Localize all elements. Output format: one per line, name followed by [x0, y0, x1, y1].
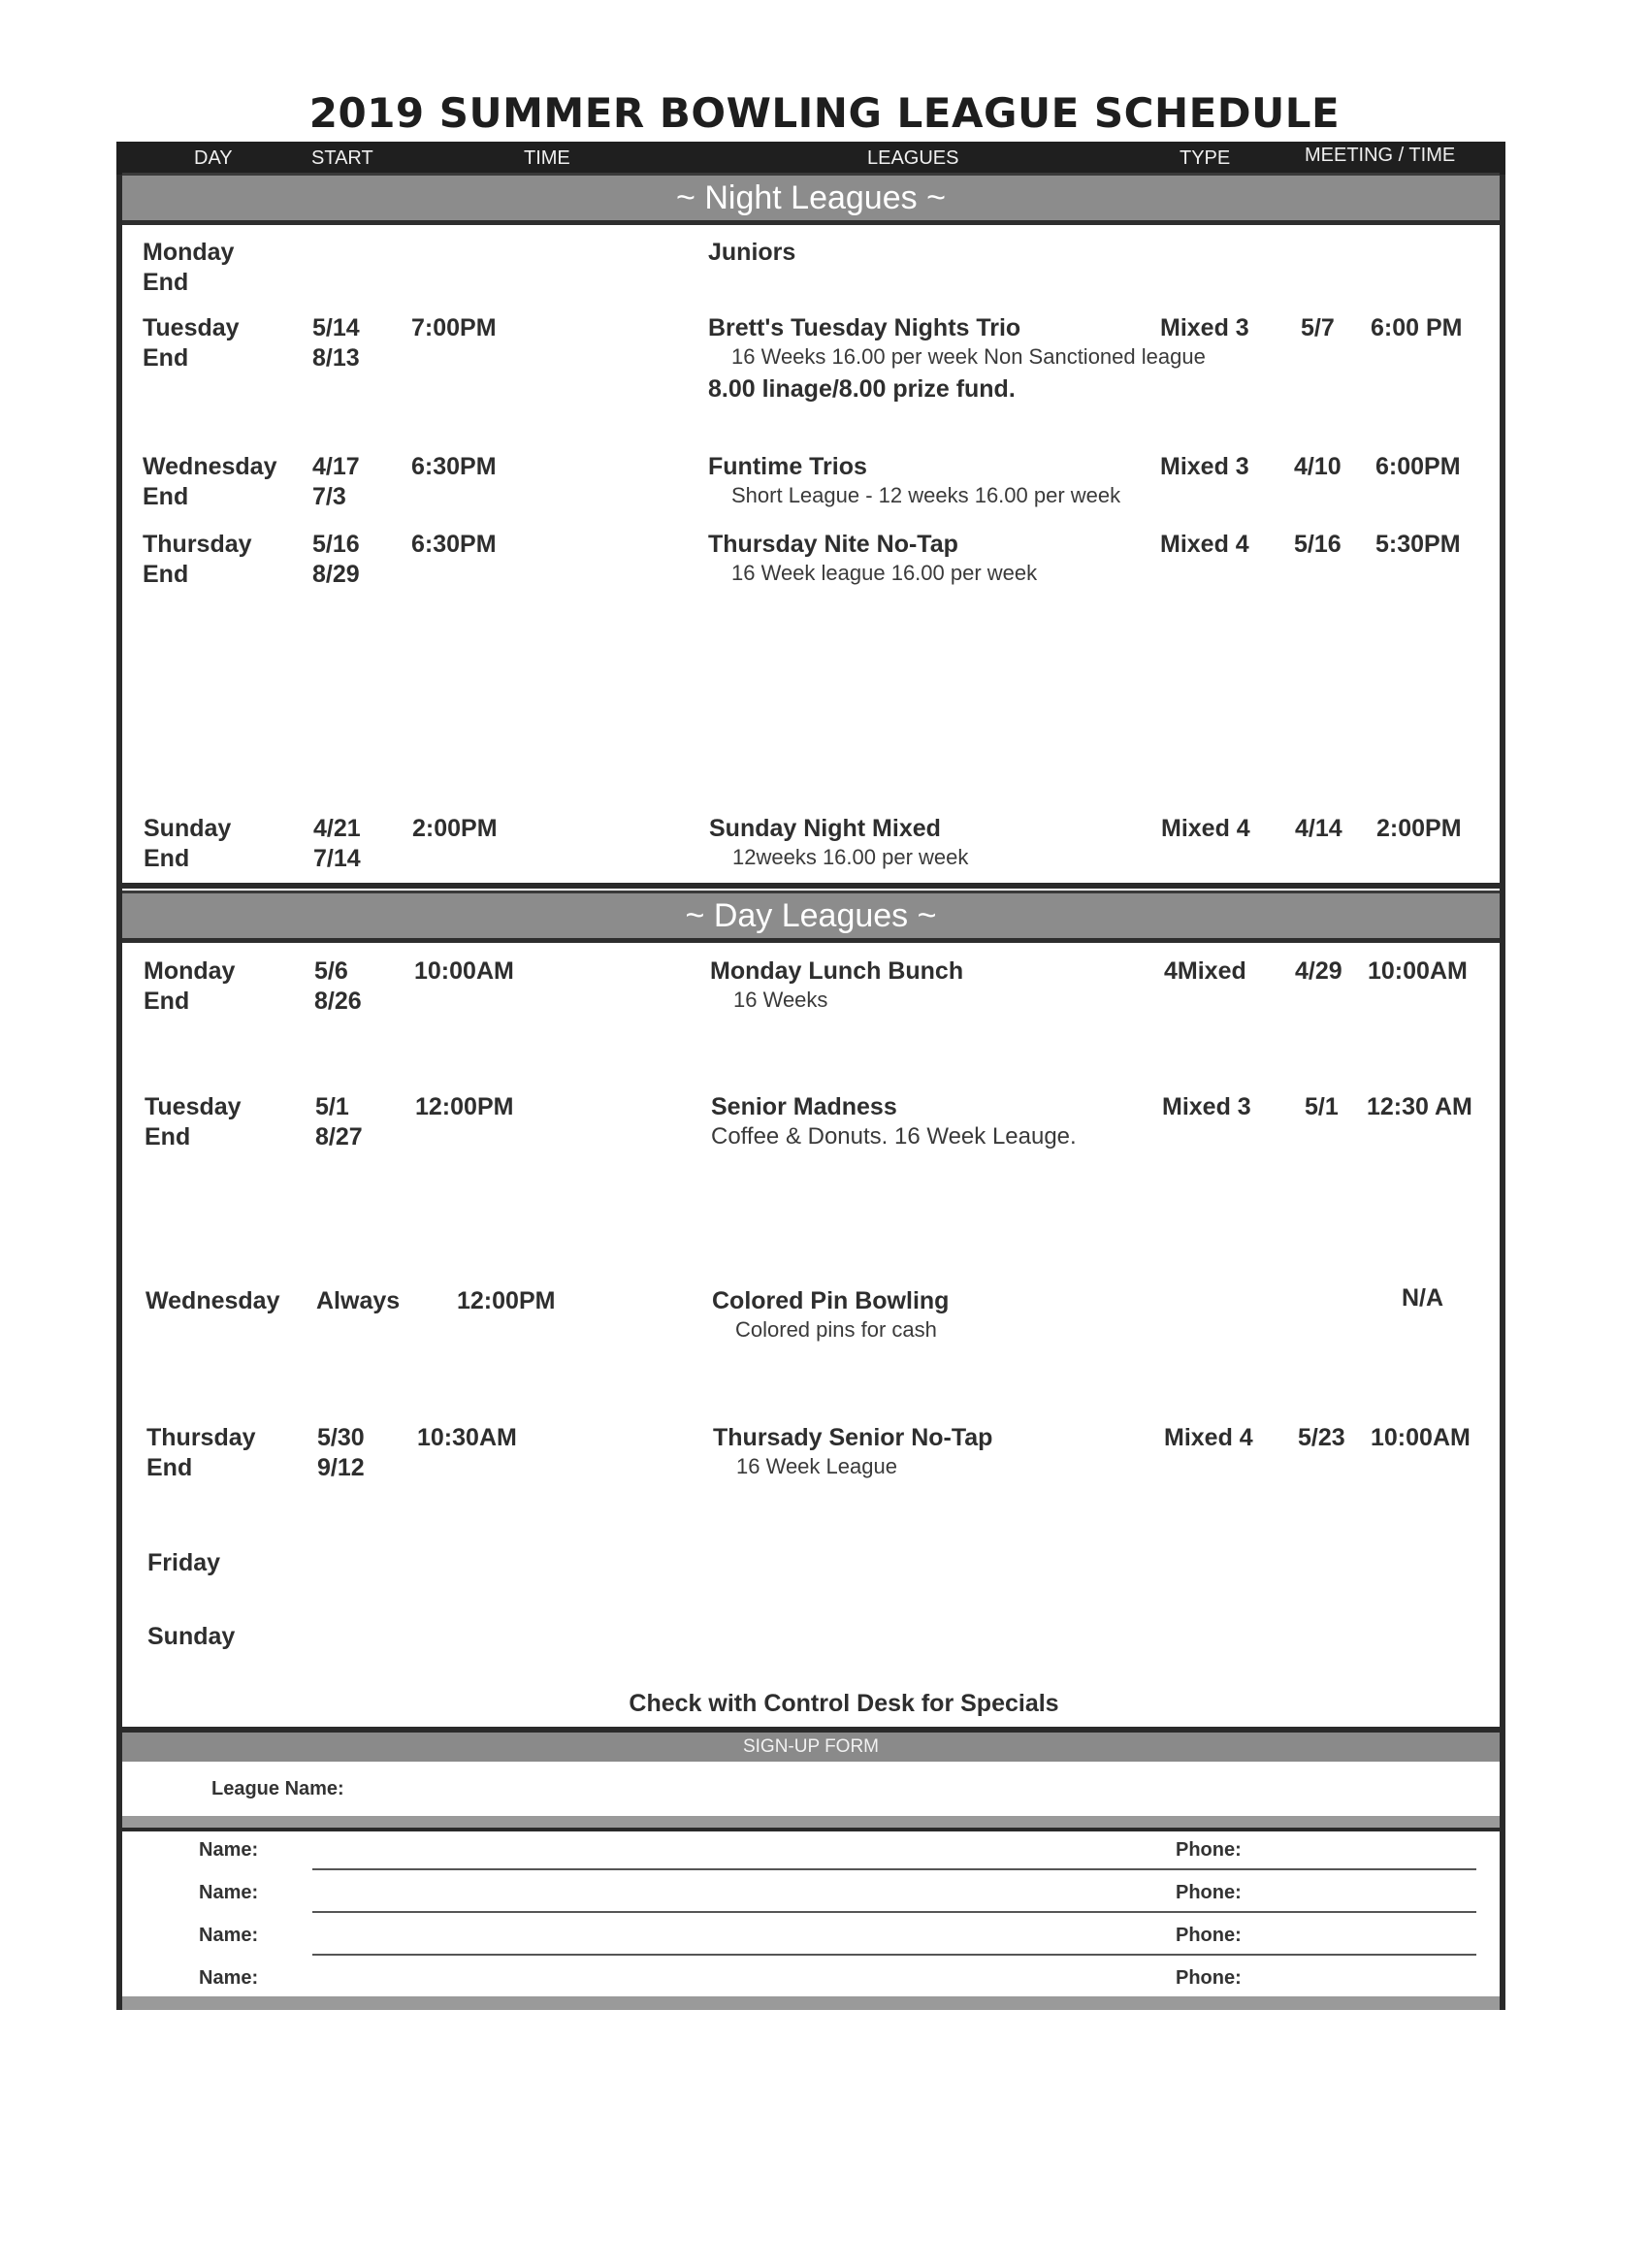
league-type: Mixed 3 — [1162, 1093, 1251, 1120]
start-time: 10:00AM — [414, 957, 514, 985]
league-details: 12weeks 16.00 per week — [732, 845, 969, 869]
night-leagues-header: ~ Night Leagues ~ — [122, 173, 1500, 225]
end-date: 9/12 — [317, 1454, 365, 1481]
league-details: Colored pins for cash — [735, 1317, 937, 1342]
end-label: End — [143, 483, 189, 510]
form-strip — [122, 1816, 1500, 1828]
section-divider — [122, 883, 1500, 889]
end-date: 8/29 — [312, 561, 360, 588]
meeting-date: 4/10 — [1294, 453, 1342, 480]
phone-label: Phone: — [1176, 1925, 1242, 1946]
end-date: 7/3 — [312, 483, 346, 510]
day-cell: Monday — [144, 957, 236, 985]
phone-label: Phone: — [1176, 1839, 1242, 1861]
start-date: 5/30 — [317, 1424, 365, 1451]
day-cell: Wednesday — [146, 1287, 280, 1314]
league-name: Colored Pin Bowling — [712, 1287, 950, 1314]
end-date: 8/27 — [315, 1123, 363, 1150]
league-name-row — [122, 1762, 1500, 1816]
col-meeting: MEETING / TIME — [1305, 145, 1456, 166]
start-time: 12:00PM — [457, 1287, 556, 1314]
specials-note: Check with Control Desk for Specials — [629, 1690, 1059, 1717]
league-type: 4Mixed — [1164, 957, 1246, 985]
meeting-time: 2:00PM — [1376, 815, 1462, 842]
day-cell: Tuesday — [145, 1093, 242, 1120]
day-cell: Tuesday — [143, 314, 240, 341]
name-label: Name: — [199, 1839, 259, 1861]
page-title: 2019 SUMMER BOWLING LEAGUE SCHEDULE — [308, 89, 1341, 137]
start-date: 4/17 — [312, 453, 360, 480]
col-day: DAY — [194, 147, 233, 169]
league-details: 16 Week League — [736, 1454, 897, 1478]
end-date: 8/26 — [314, 988, 362, 1015]
start-time: 12:00PM — [415, 1093, 514, 1120]
meeting-time: 10:00AM — [1368, 957, 1468, 985]
start-time: 6:30PM — [411, 453, 497, 480]
meeting-date: 4/14 — [1295, 815, 1342, 842]
start-time: 10:30AM — [417, 1424, 517, 1451]
league-type: Mixed 4 — [1160, 531, 1249, 558]
phone-label: Phone: — [1176, 1882, 1242, 1903]
end-label: End — [144, 988, 190, 1015]
day-cell: Sunday — [144, 815, 232, 842]
league-name: Monday Lunch Bunch — [710, 957, 964, 985]
meeting-date: 4/29 — [1295, 957, 1342, 985]
league-name: Sunday Night Mixed — [709, 815, 941, 842]
day-row-sunday: Sunday — [147, 1623, 236, 1650]
meeting-date: 5/7 — [1301, 314, 1335, 341]
league-type: Mixed 3 — [1160, 453, 1249, 480]
col-type: TYPE — [1180, 147, 1231, 169]
name-entry-line[interactable] — [312, 1868, 1476, 1870]
start-date: 5/16 — [312, 531, 360, 558]
league-details: 16 Weeks — [733, 988, 828, 1012]
end-date: 7/14 — [313, 845, 361, 872]
end-label: End — [146, 1454, 193, 1481]
end-label: End — [143, 561, 189, 588]
day-cell: Wednesday — [143, 453, 277, 480]
name-entry-line[interactable] — [312, 1954, 1476, 1956]
day-cell: Thursday — [146, 1424, 256, 1451]
league-name: Senior Madness — [711, 1093, 897, 1120]
league-type: Mixed 3 — [1160, 314, 1249, 341]
start-date: Always — [316, 1287, 401, 1314]
start-date: 5/6 — [314, 957, 348, 985]
signup-form-header: SIGN-UP FORM — [122, 1733, 1500, 1762]
meeting-time: 10:00AM — [1371, 1424, 1471, 1451]
end-label: End — [145, 1123, 191, 1150]
start-time: 6:30PM — [411, 531, 497, 558]
end-label: End — [143, 344, 189, 372]
name-label: Name: — [199, 1925, 259, 1946]
league-details: Short League - 12 weeks 16.00 per week — [731, 483, 1121, 507]
day-cell: Thursday — [143, 531, 252, 558]
start-time: 2:00PM — [412, 815, 498, 842]
meeting-date: 5/1 — [1305, 1093, 1339, 1120]
meeting-time: 6:00PM — [1375, 453, 1461, 480]
league-name: Brett's Tuesday Nights Trio — [708, 314, 1021, 341]
league-type: Mixed 4 — [1164, 1424, 1253, 1451]
end-date: 8/13 — [312, 344, 360, 372]
form-divider — [122, 1828, 1500, 1831]
end-label: End — [143, 269, 189, 296]
meeting-time: 5:30PM — [1375, 531, 1461, 558]
name-label: Name: — [199, 1882, 259, 1903]
meeting-time: N/A — [1402, 1284, 1444, 1312]
league-name-label: League Name: — [211, 1778, 344, 1799]
league-extra: 8.00 linage/8.00 prize fund. — [708, 375, 1016, 403]
phone-label: Phone: — [1176, 1967, 1242, 1989]
league-name: Juniors — [708, 239, 796, 266]
meeting-date: 5/23 — [1298, 1424, 1345, 1451]
meeting-date: 5/16 — [1294, 531, 1342, 558]
form-bottom-strip — [122, 1996, 1500, 2010]
start-date: 5/14 — [312, 314, 360, 341]
league-details: 16 Week league 16.00 per week — [731, 561, 1038, 585]
end-label: End — [144, 845, 190, 872]
col-time: TIME — [524, 147, 570, 169]
league-details: 16 Weeks 16.00 per week Non Sanctioned league — [731, 344, 1206, 369]
league-details: Coffee & Donuts. 16 Week Leauge. — [711, 1123, 1077, 1150]
name-entry-line[interactable] — [312, 1911, 1476, 1913]
start-time: 7:00PM — [411, 314, 497, 341]
col-start: START — [311, 147, 373, 169]
meeting-time: 6:00 PM — [1371, 314, 1463, 341]
league-name: Thursday Nite No-Tap — [708, 531, 958, 558]
league-name: Funtime Trios — [708, 453, 867, 480]
league-type: Mixed 4 — [1161, 815, 1250, 842]
name-label: Name: — [199, 1967, 259, 1989]
day-row-friday: Friday — [147, 1549, 221, 1576]
column-header-bar — [116, 142, 1505, 175]
day-leagues-header: ~ Day Leagues ~ — [122, 891, 1500, 943]
day-cell: Monday — [143, 239, 235, 266]
start-date: 4/21 — [313, 815, 361, 842]
league-name: Thursady Senior No-Tap — [713, 1424, 993, 1451]
meeting-time: 12:30 AM — [1367, 1093, 1472, 1120]
start-date: 5/1 — [315, 1093, 349, 1120]
col-leagues: LEAGUES — [867, 147, 959, 169]
